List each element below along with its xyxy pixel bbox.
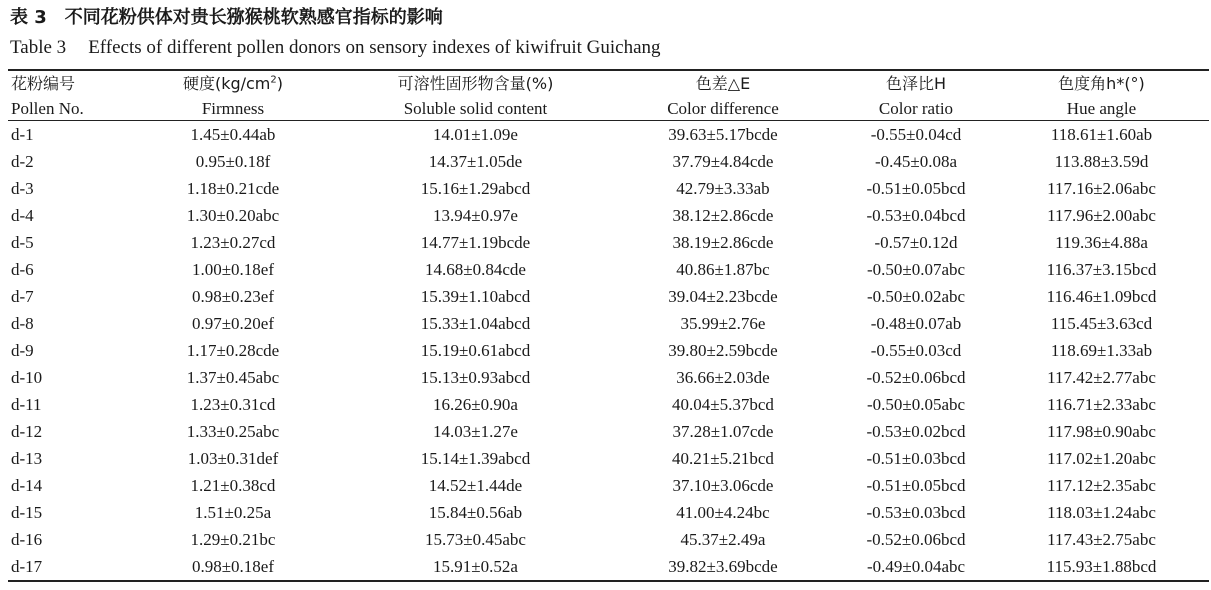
- hue-cell: 117.12±2.35abc: [1047, 476, 1156, 495]
- color-diff-cell: 39.80±2.59bcde: [668, 341, 778, 360]
- ssc-cell: 15.73±0.45abc: [425, 530, 526, 549]
- table-row: [8, 202, 1209, 229]
- color-ratio-cell: -0.51±0.05bcd: [866, 476, 966, 495]
- header-firmness-en: Firmness: [123, 97, 343, 121]
- ssc-cell: 15.91±0.52a: [343, 553, 608, 581]
- pollen-id-cell: d-2: [11, 152, 34, 171]
- pollen-id-cell: d-17: [8, 553, 123, 581]
- firmness-cell: 1.18±0.21cde: [186, 179, 280, 198]
- hue-cell: 113.88±3.59d: [1054, 152, 1149, 171]
- hue-cell: 117.98±0.90abc: [1047, 422, 1156, 441]
- ssc-cell: 15.33±1.04abcd: [420, 314, 531, 333]
- color-diff-cell: 37.79±4.84cde: [672, 152, 774, 171]
- ssc-cell: 14.03±1.27e: [433, 422, 518, 441]
- firmness-cell: 1.03±0.31def: [187, 449, 279, 468]
- table-row: [8, 229, 1209, 256]
- table-row: [8, 148, 1209, 175]
- ssc-cell: 15.13±0.93abcd: [420, 368, 531, 387]
- color-ratio-cell: -0.51±0.05bcd: [866, 179, 966, 198]
- color-ratio-cell: -0.52±0.06bcd: [866, 530, 966, 549]
- color-diff-cell: 37.28±1.07cde: [672, 422, 774, 441]
- title-text-en: Effects of different pollen donors on sensory indexes of kiwifruit Guichang: [88, 37, 661, 58]
- ssc-cell: 14.68±0.84cde: [425, 260, 526, 279]
- table-row: [8, 310, 1209, 337]
- firmness-cell: 1.33±0.25abc: [186, 422, 280, 441]
- color-diff-cell: 38.12±2.86cde: [672, 206, 774, 225]
- table-number-cn: 表 3: [10, 7, 47, 28]
- hue-cell: 118.61±1.60ab: [1050, 125, 1153, 144]
- table-row: [8, 337, 1209, 364]
- table-number-en: Table 3: [10, 37, 67, 58]
- table-row: [8, 175, 1209, 202]
- color-diff-cell: 35.99±2.76e: [680, 314, 766, 333]
- color-diff-cell: 45.37±2.49a: [680, 530, 766, 549]
- color-ratio-cell: -0.52±0.06bcd: [866, 368, 966, 387]
- table-row: [8, 553, 1209, 581]
- ssc-cell: 15.84±0.56ab: [428, 503, 523, 522]
- header-hue-en: Hue angle: [994, 97, 1209, 121]
- header-color-ratio-en: Color ratio: [838, 97, 994, 121]
- ssc-cell: 15.14±1.39abcd: [420, 449, 531, 468]
- header-firmness-cn: [123, 70, 343, 97]
- hue-cell: 117.02±1.20abc: [1047, 449, 1156, 468]
- header-pollen-en: Pollen No.: [8, 97, 123, 121]
- ssc-cell: 15.39±1.10abcd: [420, 287, 531, 306]
- table-body: [8, 121, 1209, 582]
- color-diff-cell: 36.66±2.03de: [676, 368, 770, 387]
- hue-cell: 118.69±1.33ab: [1050, 341, 1153, 360]
- table-row: [8, 283, 1209, 310]
- hue-cell: 116.71±2.33abc: [1047, 395, 1156, 414]
- firmness-cell: 1.30±0.20abc: [186, 206, 280, 225]
- hue-cell: 117.42±2.77abc: [1047, 368, 1156, 387]
- hue-cell: 117.16±2.06abc: [1047, 179, 1156, 198]
- ssc-cell: 14.01±1.09e: [433, 125, 518, 144]
- ssc-cell: 15.19±0.61abcd: [420, 341, 531, 360]
- ssc-cell: 15.16±1.29abcd: [420, 179, 531, 198]
- firmness-cell: 0.98±0.23ef: [191, 287, 275, 306]
- firmness-cell: 0.95±0.18f: [195, 152, 271, 171]
- pollen-id-cell: d-6: [11, 260, 34, 279]
- table-row: [8, 472, 1209, 499]
- header-pollen-cn: 花粉编号: [8, 70, 123, 97]
- pollen-id-cell: d-8: [11, 314, 34, 333]
- title-text-cn: 不同花粉供体对贵长猕猴桃软熟感官指标的影响: [64, 7, 443, 28]
- color-ratio-cell: -0.53±0.02bcd: [866, 422, 966, 441]
- header-color-ratio-cn: 色泽比H: [838, 70, 994, 97]
- table-row: [8, 391, 1209, 418]
- hue-cell: 116.46±1.09bcd: [1046, 287, 1157, 306]
- color-ratio-cell: -0.50±0.05abc: [866, 395, 966, 414]
- hue-cell: 119.36±4.88a: [1055, 233, 1148, 252]
- table-row: [8, 121, 1209, 149]
- pollen-id-cell: d-1: [11, 125, 34, 144]
- header-color-diff-en: Color difference: [608, 97, 838, 121]
- color-ratio-cell: -0.50±0.07abc: [866, 260, 966, 279]
- pollen-id-cell: d-9: [11, 341, 34, 360]
- sensory-index-table: [8, 69, 1209, 582]
- pollen-id-cell: d-15: [11, 503, 43, 522]
- firmness-cell: 1.51±0.25a: [194, 503, 272, 522]
- header-row-cn: [8, 70, 1209, 97]
- table-title-cn: [10, 6, 443, 30]
- firmness-cell: 1.23±0.27cd: [190, 233, 276, 252]
- firmness-cell: 0.97±0.20ef: [191, 314, 275, 333]
- color-diff-cell: 40.21±5.21bcd: [672, 449, 774, 468]
- hue-cell: 118.03±1.24abc: [1047, 503, 1156, 522]
- pollen-id-cell: d-14: [11, 476, 43, 495]
- hue-cell: 117.43±2.75abc: [1047, 530, 1156, 549]
- header-firmness-cn-text: 硬度(kg/cm: [182, 74, 271, 93]
- color-diff-cell: 40.04±5.37bcd: [672, 395, 774, 414]
- color-ratio-cell: -0.55±0.03cd: [870, 341, 962, 360]
- color-ratio-cell: -0.50±0.02abc: [866, 287, 966, 306]
- color-ratio-cell: -0.53±0.03bcd: [866, 503, 966, 522]
- firmness-cell: 1.37±0.45abc: [186, 368, 280, 387]
- pollen-id-cell: d-7: [11, 287, 34, 306]
- header-firmness-cn-close: ): [276, 74, 284, 93]
- pollen-id-cell: d-13: [11, 449, 43, 468]
- table-row: [8, 256, 1209, 283]
- header-hue-cn: 色度角h*(°): [994, 70, 1209, 97]
- pollen-id-cell: d-11: [11, 395, 42, 414]
- color-ratio-cell: -0.53±0.04bcd: [866, 206, 966, 225]
- pollen-id-cell: d-4: [11, 206, 34, 225]
- firmness-cell: 1.29±0.21bc: [190, 530, 276, 549]
- pollen-id-cell: d-16: [11, 530, 43, 549]
- pollen-id-cell: d-10: [11, 368, 43, 387]
- hue-cell: 117.96±2.00abc: [1047, 206, 1156, 225]
- color-diff-cell: 42.79±3.33ab: [676, 179, 770, 198]
- header-color-diff-cn: 色差△E: [608, 70, 838, 97]
- color-diff-cell: 39.04±2.23bcde: [668, 287, 778, 306]
- color-diff-cell: 38.19±2.86cde: [672, 233, 774, 252]
- ssc-cell: 16.26±0.90a: [433, 395, 518, 414]
- color-ratio-cell: -0.48±0.07ab: [870, 314, 962, 333]
- color-ratio-cell: -0.45±0.08a: [874, 152, 958, 171]
- table-row: [8, 418, 1209, 445]
- color-diff-cell: 39.82±3.69bcde: [608, 553, 838, 581]
- hue-cell: 116.37±3.15bcd: [1046, 260, 1157, 279]
- hue-cell: 115.93±1.88bcd: [994, 553, 1209, 581]
- header-firmness-cn-sup: 2: [270, 74, 277, 86]
- header-row-en: [8, 97, 1209, 121]
- ssc-cell: 14.52±1.44de: [428, 476, 523, 495]
- table-row: [8, 445, 1209, 472]
- color-diff-cell: 41.00±4.24bc: [676, 503, 770, 522]
- color-diff-cell: 39.63±5.17bcde: [668, 125, 778, 144]
- color-ratio-cell: -0.51±0.03bcd: [866, 449, 966, 468]
- table-title-en: [10, 36, 661, 60]
- pollen-id-cell: d-5: [11, 233, 34, 252]
- table-row: [8, 364, 1209, 391]
- pollen-id-cell: d-12: [11, 422, 43, 441]
- color-ratio-cell: -0.49±0.04abc: [838, 553, 994, 581]
- firmness-cell: 1.45±0.44ab: [190, 125, 276, 144]
- header-ssc-cn: 可溶性固形物含量(%): [343, 70, 608, 97]
- header-ssc-en: Soluble solid content: [343, 97, 608, 121]
- firmness-cell: 1.21±0.38cd: [190, 476, 276, 495]
- color-diff-cell: 37.10±3.06cde: [672, 476, 774, 495]
- color-diff-cell: 40.86±1.87bc: [676, 260, 770, 279]
- ssc-cell: 14.37±1.05de: [428, 152, 523, 171]
- pollen-id-cell: d-3: [11, 179, 34, 198]
- firmness-cell: 1.00±0.18ef: [191, 260, 275, 279]
- ssc-cell: 14.77±1.19bcde: [420, 233, 531, 252]
- hue-cell: 115.45±3.63cd: [1050, 314, 1153, 333]
- firmness-cell: 1.23±0.31cd: [190, 395, 276, 414]
- color-ratio-cell: -0.57±0.12d: [874, 233, 958, 252]
- ssc-cell: 13.94±0.97e: [433, 206, 518, 225]
- table-row: [8, 499, 1209, 526]
- firmness-cell: 0.98±0.18ef: [123, 553, 343, 581]
- firmness-cell: 1.17±0.28cde: [186, 341, 280, 360]
- table-row: [8, 526, 1209, 553]
- color-ratio-cell: -0.55±0.04cd: [870, 125, 962, 144]
